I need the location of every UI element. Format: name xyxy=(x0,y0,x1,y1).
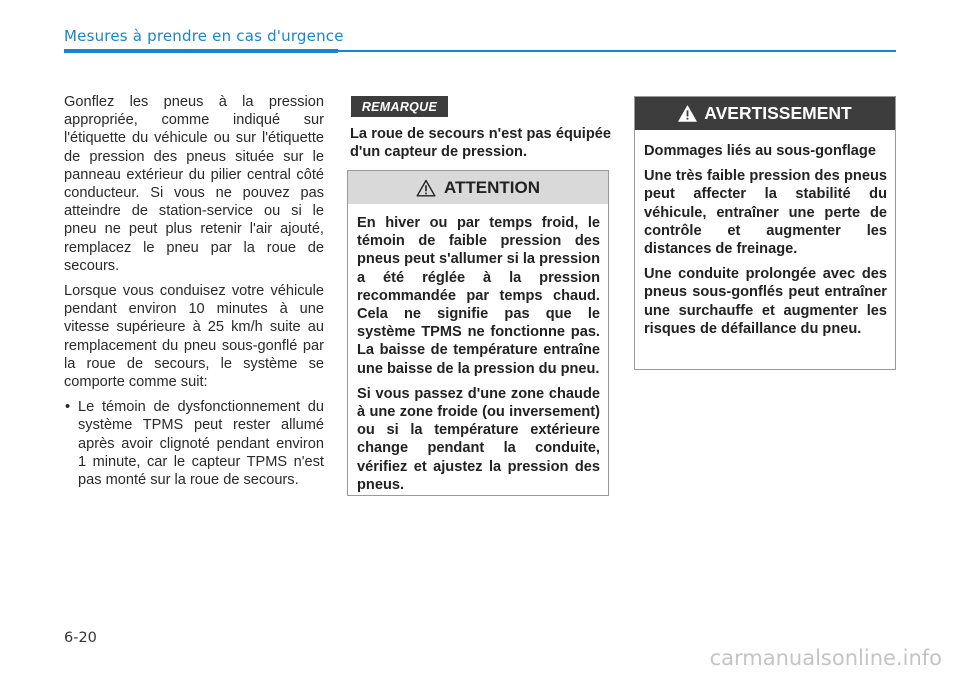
watermark: carmanualsonline.info xyxy=(709,646,942,670)
remarque-badge: REMARQUE xyxy=(351,96,448,117)
attention-box xyxy=(347,170,609,496)
attention-body xyxy=(348,204,608,494)
body-paragraph: Gonflez les pneus à la pression appropriée, comme indiqué sur l'étiquette du véhicule ou sur l'étiquette de pression des pneus située sur le panneau extérieur du pilier central côté conducteur. Si vous ne pouvez pas atteindre de station-service ou si le pneu ne peut plus retenir l'air ajouté, remplacez le pneu par la roue de secours. xyxy=(64,94,324,274)
avertissement-body xyxy=(635,130,895,338)
page-number: 6-20 xyxy=(64,630,97,646)
remarque-text: La roue de secours n'est pas équipée d'un capteur de pression. xyxy=(350,126,611,161)
body-paragraph: Lorsque vous conduisez votre véhicule pendant environ 10 minutes à une vitesse supérieure à 25 km/h suite au remplacement du pneu sous-gonflé par la roue de secours, le système se comporte comme suit: xyxy=(64,283,324,391)
avertissement-paragraph: Une conduite prolongée avec des pneus sous-gonflés peut entraîner une surchauffe et augmenter les risques de défaillance du pneu. xyxy=(644,266,887,337)
left-column xyxy=(64,93,324,489)
warning-triangle-outline-icon xyxy=(416,179,436,197)
avertissement-header xyxy=(635,97,895,130)
attention-header xyxy=(348,171,608,204)
warning-triangle-filled-icon xyxy=(678,105,697,122)
bullet-list xyxy=(64,398,324,489)
header-rule-thick xyxy=(64,49,338,53)
attention-paragraph: En hiver ou par temps froid, le témoin de faible pression des pneus peut s'allumer si la pression a été réglée à la pression recommandée par temps chaud. Cela ne signifie pas que le système TPMS ne fonctionne pas. La baisse de température entraîne une baisse de la pression du pneu. xyxy=(357,215,600,377)
avertissement-box xyxy=(634,96,896,370)
avertissement-subtitle: Dommages liés au sous-gonflage xyxy=(644,143,876,159)
header-rule-thin xyxy=(338,50,896,52)
bullet-item: • Le témoin de dysfonctionnement du système TPMS peut rester allumé après avoir clignoté pendant environ 1 minute, car le capteur TPMS n'est pas monté sur la roue de secours. xyxy=(64,398,324,489)
attention-paragraph: Si vous passez d'une zone chaude à une zone froide (ou inversement) ou si la température extérieure change pendant la conduite, vérifiez et ajustez la pression des pneus. xyxy=(357,385,600,493)
attention-title: ATTENTION xyxy=(443,177,540,197)
avertissement-paragraph: Une très faible pression des pneus peut affecter la stabilité du véhicule, entraîner une perte de contrôle et augmenter les distances de freinage. xyxy=(644,168,887,258)
section-title: Mesures à prendre en cas d'urgence xyxy=(64,27,344,45)
avertissement-title: AVERTISSEMENT xyxy=(704,103,852,123)
